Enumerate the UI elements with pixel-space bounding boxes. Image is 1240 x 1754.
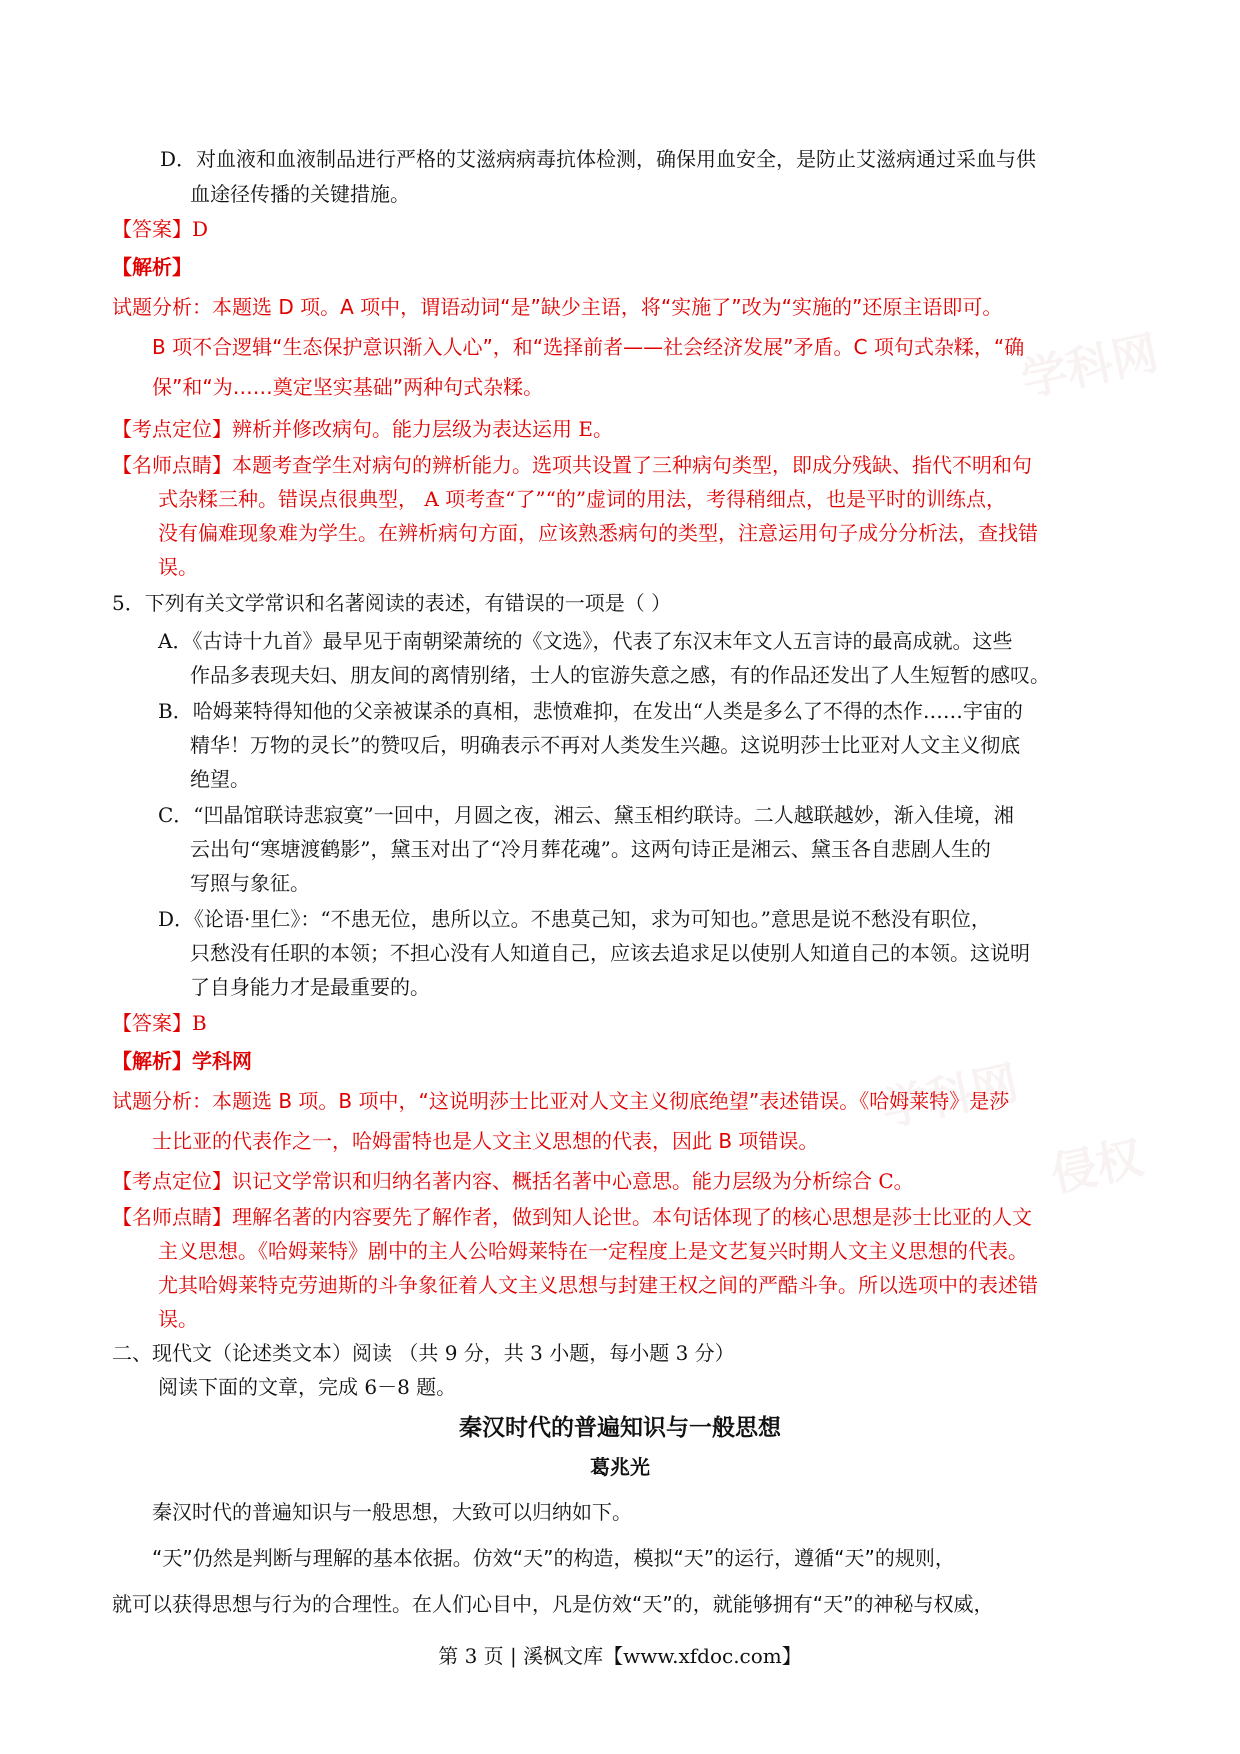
watermark: 学科网 bbox=[876, 1055, 1023, 1137]
q4-mingshi-line: 【名师点睛】本题考查学生对病句的辨析能力。选项共设置了三种病句类型，即成分残缺、指代不明和句 bbox=[112, 453, 1032, 477]
watermark: 学科网 bbox=[1016, 325, 1163, 407]
q5-mingshi-line: 主义思想。《哈姆莱特》剧中的主人公哈姆莱特在一定程度上是文艺复兴时期人文主义思想的代表。 bbox=[158, 1239, 1028, 1263]
q5-answer: 【答案】B bbox=[112, 1011, 207, 1035]
q5-analysis-line: 士比亚的代表作之一，哈姆雷特也是人文主义思想的代表，因此 B 项错误。 bbox=[152, 1129, 819, 1153]
q5-stem: 5．下列有关文学常识和名著阅读的表述，有错误的一项是（ ） bbox=[112, 591, 672, 615]
article-author: 葛兆光 bbox=[590, 1455, 650, 1479]
q5-kaodian: 【考点定位】识记文学常识和归纳名著内容、概括名著中心意思。能力层级为分析综合 C。 bbox=[112, 1169, 914, 1193]
q5-mingshi-line: 误。 bbox=[158, 1307, 198, 1331]
q4-answer: 【答案】D bbox=[112, 217, 209, 241]
q5-option-a: A．《古诗十九首》最早见于南朝梁萧统的《文选》，代表了东汉末年文人五言诗的最高成就。这些 bbox=[158, 629, 1013, 653]
q5-mingshi-line: 尤其哈姆莱特克劳迪斯的斗争象征着人文主义思想与封建王权之间的严酷斗争。所以选项中的表述错 bbox=[158, 1273, 1038, 1297]
q5-option-c: C．“凹晶馆联诗悲寂寞”一回中，月圆之夜，湘云、黛玉相约联诗。二人越联越妙，渐入佳境，湘 bbox=[158, 803, 1014, 827]
q4-kaodian: 【考点定位】辨析并修改病句。能力层级为表达运用 E。 bbox=[112, 417, 613, 441]
q5-option-d: 只愁没有任职的本领；不担心没有人知道自己，应该去追求足以使别人知道自己的本领。这说明 bbox=[190, 941, 1030, 965]
q4-analysis-header: 【解析】 bbox=[112, 255, 192, 279]
q5-analysis-header: 【解析】学科网 bbox=[112, 1049, 252, 1073]
q4-mingshi-line: 误。 bbox=[158, 555, 198, 579]
q5-option-d: 了自身能力才是最重要的。 bbox=[190, 975, 430, 999]
q5-option-b: 精华！万物的灵长”的赞叹后，明确表示不再对人类发生兴趣。这说明莎士比亚对人文主义彻底 bbox=[190, 733, 1021, 757]
q4-analysis-line: 保”和“为……奠定坚实基础”两种句式杂糅。 bbox=[152, 375, 544, 399]
q5-mingshi-line: 【名师点睛】理解名著的内容要先了解作者，做到知人论世。本句话体现了的核心思想是莎士比亚的人文 bbox=[112, 1205, 1032, 1229]
page-footer: 第 3 页 | 溪枫文库【www.xfdoc.com】 bbox=[438, 1644, 802, 1668]
q4-mingshi-line: 式杂糅三种。错误点很典型， A 项考查“了”“的”虚词的用法，考得稍细点，也是平时的训练点， bbox=[158, 487, 1007, 511]
q5-analysis-line: 试题分析：本题选 B 项。B 项中，“这说明莎士比亚对人文主义彻底绝望”表述错误。《哈姆莱特》是莎 bbox=[112, 1089, 1010, 1113]
q5-option-b: 绝望。 bbox=[190, 767, 250, 791]
q4-analysis-line: 试题分析：本题选 D 项。A 项中，谓语动词“是”缺少主语，将“实施了”改为“实施的”还原主语即可。 bbox=[112, 295, 1003, 319]
article-title: 秦汉时代的普遍知识与一般思想 bbox=[459, 1415, 781, 1441]
q5-option-d: D．《论语·里仁》：“不患无位，患所以立。不患莫己知，求为可知也。”意思是说不愁没有职位， bbox=[158, 907, 991, 931]
watermark: 侵权 bbox=[1046, 1129, 1148, 1202]
article-paragraph: 就可以获得思想与行为的合理性。在人们心目中，凡是仿效“天”的，就能够拥有“天”的神秘与权威， bbox=[112, 1592, 994, 1616]
q5-option-b: B．哈姆莱特得知他的父亲被谋杀的真相，悲愤难抑，在发出“人类是多么了不得的杰作……宇宙的 bbox=[158, 699, 1023, 723]
section-instruction: 阅读下面的文章，完成 6－8 题。 bbox=[158, 1375, 457, 1399]
q5-option-a: 作品多表现夫妇、朋友间的离情别绪，士人的宦游失意之感，有的作品还发出了人生短暂的感叹。 bbox=[190, 663, 1050, 687]
q4-mingshi-line: 没有偏难现象难为学生。在辨析病句方面，应该熟悉病句的类型，注意运用句子成分分析法，查找错 bbox=[158, 521, 1038, 545]
article-paragraph: “天”仍然是判断与理解的基本依据。仿效“天”的构造，模拟“天”的运行，遵循“天”的规则， bbox=[152, 1546, 955, 1570]
q4-analysis-line: B 项不合逻辑“生态保护意识渐入人心”，和“选择前者——社会经济发展”矛盾。C 项句式杂糅，“确 bbox=[152, 335, 1025, 359]
section-heading: 二、现代文（论述类文本）阅读 （共 9 分，共 3 小题，每小题 3 分） bbox=[112, 1341, 735, 1365]
q5-option-c: 云出句“寒塘渡鹤影”，黛玉对出了“冷月葬花魂”。这两句诗正是湘云、黛玉各自悲剧人生的 bbox=[190, 837, 991, 861]
article-paragraph: 秦汉时代的普遍知识与一般思想，大致可以归纳如下。 bbox=[152, 1500, 632, 1524]
q5-option-c: 写照与象征。 bbox=[190, 871, 310, 895]
q4-option-d-line2: 血途径传播的关键措施。 bbox=[190, 182, 410, 206]
q4-option-d-line1: D．对血液和血液制品进行严格的艾滋病病毒抗体检测，确保用血安全，是防止艾滋病通过采血与供 bbox=[160, 147, 1037, 171]
